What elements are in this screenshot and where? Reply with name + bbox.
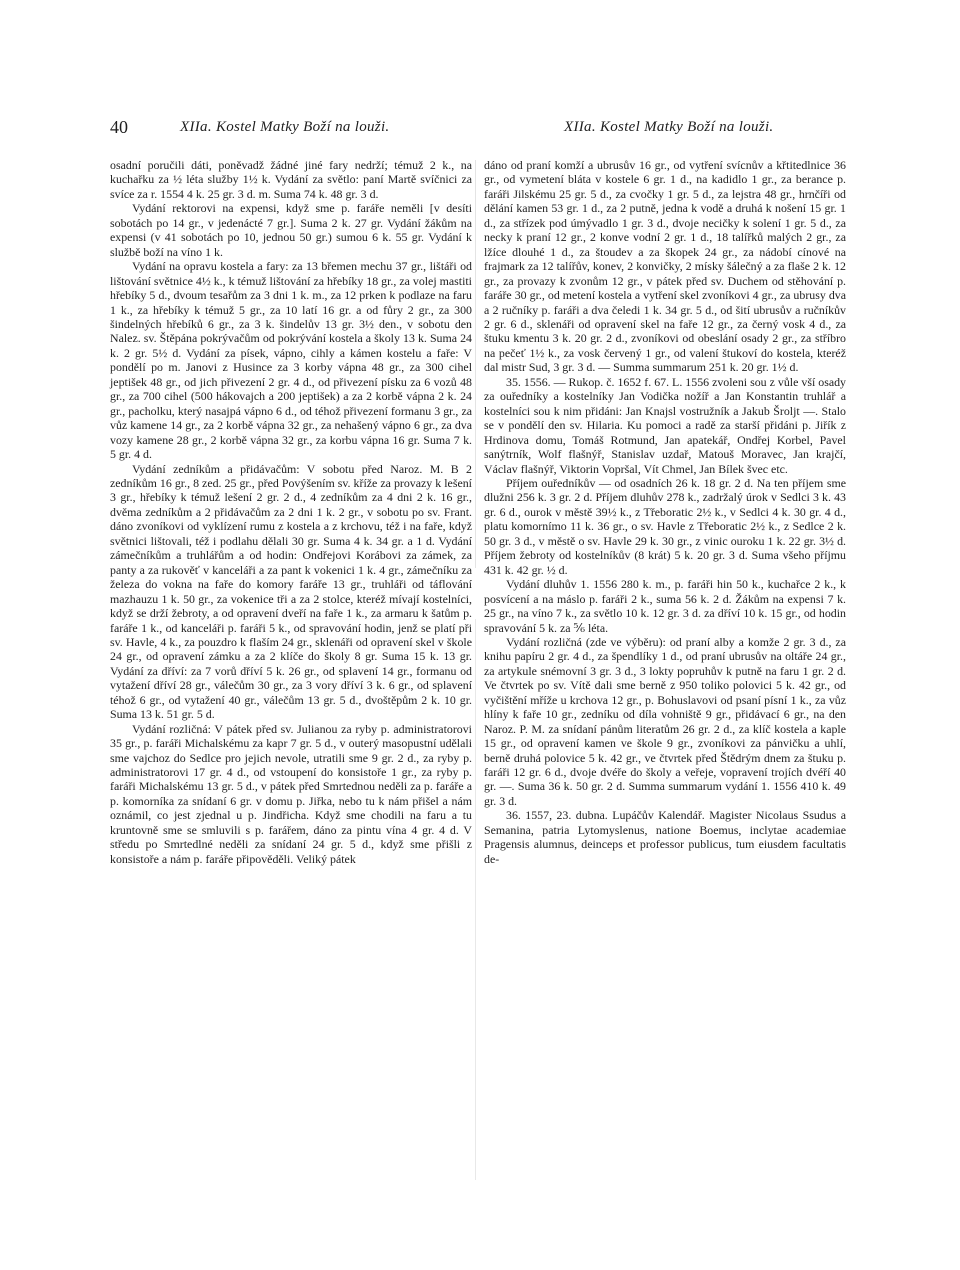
right-column (484, 158, 846, 866)
paragraph: osadní poručili dáti, poněvadž žádné jiné fary nedrží; témuž 2 k., na kuchařku za ½ léta služby 1½ k. Vydání za světlo: paní Martě svíčnici za svíce za r. 1554 4 k. 25 gr. 3 d. m. Suma 74 k. 48 gr. 3 d. (110, 158, 472, 201)
column-divider (475, 160, 476, 1180)
paragraph: 36. 1557, 23. dubna. Lupáčův Kalendář. Magister Nicolaus Ssudus a Semanina, patria Lytomyslenus, natione Boemus, inclytae academiae Pragensis alumnus, deinceps et professor publicus, tum eiusdem facultatis de- (484, 808, 846, 866)
paragraph: Vydání na opravu kostela a fary: za 13 břemen mechu 37 gr., lištáři od lištování světnice 4½ k., k témuž lištování za hřebíky 18 gr., za volej mastiti hřebíky 5 d., dvoum tesařům za 3 dni 1 k. m., za 12 prken k podlaze na faru 1 k., za hřebíky k témuž 5 gr., za 10 latí 16 gr. a od fůry 2 gr., za 300 šindelných hřebíků 6 gr., za 3 k. šindelův 13 gr. 3½ den., v sobotu den Nalez. sv. Štěpána pokrývačům od pokrývání kostela a školy 13 k. Suma 24 k. 2 gr. 5½ d. Vydání za písek, vápno, cihly a kámen kostelu a faře: V pondělí po m. Janovi z Husince za 3 korby vápna 48 gr., za 300 cihel jeptišek 48 gr., od jich přivezení 2 gr. 4 d., od přivezení písku za 6 vozů 48 gr., za 700 cihel (500 hákovajch a 200 jeptišek) a za 2 korbě vápna 2 k. 24 gr., pacholku, který nasajpá vápno 6 d., od téhož přivezení formanu 3 gr., za vůz kamene 14 gr., za 2 korbě vápna 32 gr., za nehašený vápno 6 gr., za dva vozy kamene 28 gr., 2 korbě vápna 32 gr., za korbu vápna 16 gr. Suma 7 k. 5 gr. 4 d. (110, 259, 472, 462)
paragraph: Vydání rektorovi na expensi, když sme p. faráře neměli [v desíti sobotách po 14 gr., v jedenácté 7 gr.]. Suma 2 k. 27 gr. Vydání žákům na expensi (v 41 sobotách po 10, jednou 50 gr.) sumou 6 k. 55 gr. Vydání k službě boží na víno 1 k. (110, 201, 472, 259)
paragraph: Vydání zedníkům a přidávačům: V sobotu před Naroz. M. B 2 zedníkům 16 gr., 8 zed. 25 gr., před Povýšením sv. kříže za provazy k lešení 3 gr., hřebíky k témuž lešení 2 gr. 2 d., 4 zedníkům za 4 dni 2 k. 16 gr., dvěma zedníkům a 2 přidávačům za 2 dni 1 k. 2 gr., v sobotu po sv. Frant. dáno zvoníkovi od vyklízení rumu z kostela a z krchovu, též i na faře, když světnici lištovali, též i podlahu dělali 30 gr. Suma 4 k. 34 gr. a 1 d. Vydání zámečníkům a truhlářům a od hodin: Ondřejovi Korábovi za zámek, za panty a za rukověť v kanceláři a za pant k vokenici 1 k. 4 gr., zámečníku za železa do vokna na faře do komory faráře 13 gr., truhláři od táflování mazhauzu 1 k. 50 gr., za vokenice tři a za 2 stolce, kteréž mívají kostelníci, když se drží žebroty, a od opravení dveří na faře 1 k., za armaru k šatům p. faráře 1 k., od kanceláři p. faráři 5 k., od spravování hodin, jenž se platí při sv. Havle, 4 k., za pouzdro k flaším 24 gr., sklenáři od opravení skel v škole 24 gr., od opravení zámku a za 2 klíče do školy 8 gr. Suma 15 k. 13 gr. Vydání za dříví: za 7 vorů dříví 5 k. 26 gr., od splavení 14 gr., formanu od vytažení dříví 28 gr., válečům 30 gr., za 3 vory dříví 3 k. 6 gr., od splavení téhož 6 gr., od vytažení 40 gr., válečům 13 gr. 5 d., dvoštěpům 2 k. 10 gr. Suma 13 k. 51 gr. 5 d. (110, 461, 472, 722)
page-number: 40 (110, 117, 128, 137)
paragraph: dáno od praní komží a ubrusův 16 gr., od vytření svícnův a křtitedlnice 36 gr., od vymetení bláta v kostele 6 gr. 1 d., na kadidlo 1 gr., za berance p. faráři Jilskému 25 gr. 5 d., za cvočky 1 gr. 5 d., za lejstra 48 gr., hrnčíři od dělání kamen 53 gr. 1 d., za 2 putně, jedna k vodě a druhá k nošení 15 gr. 1 d., za střízek pod úmývadlo 1 gr. 3 d., dvoje necičky k solení 1 gr. 5 d., za necky k praní 12 gr., 2 konve vodní 2 gr. 1 d., 18 talířků malých 2 gr., za lžíce dlouhé 1 d., za štoudev a za škopek 24 gr., za nádobí cínové na frajmark za 12 talířův, konev, 2 konvičky, 2 mísky šálečný a za flaše 2 k. 12 gr., za provazy k zvonům 12 gr., v pátek před sv. Duchem od stěhování p. faráře 30 gr., od metení kostela a vytření skel zvoníkovi 4 gr., za ubrusy dva a 2 ručníky p. faráři a dva čeledi 1 k. 34 gr. 5 d., od šití ubrusův a ručníkův 2 gr. 6 d., sklenáři od opravení skel na faře 12 gr., za černý vosk 4 d., za štuku kmentu 3 k. 20 gr. 2 d., zvoníkovi od obeslání osady 2 gr., za stříbro na pečeť 1½ k., za vosk červený 1 gr., od valení štukoví do kostela, kteréž dal mistr Sud, 3 gr. 3 d. — Summa summarum 251 k. 20 gr. 1½ d. (484, 158, 846, 375)
page-header (110, 117, 850, 139)
left-column (110, 158, 472, 866)
running-head-left: XIIa. Kostel Matky Boží na louži. (180, 119, 390, 135)
paragraph: Vydání rozličná (zde ve výběru): od praní alby a komže 2 gr. 3 d., za knihu papíru 2 gr. 4 d., za špendlíky 1 d., od praní ubrusův na oltáře 24 gr., za artykule snémovní 3 gr. 3 d., 3 lokty popruhův k putně na faru 1 gr. 2 d. Ve čtvrtek po sv. Vítě dali sme berně z 950 toliko polovici 5 k. 42 gr., od vyčištění mříže u krchova 12 gr., p. Bohuslavovi od psaní písní 1 k., za vůz hlíny k faře 10 gr., zedníku od díla vohniště 9 gr., přidávací 6 gr., na den Naroz. P. M. za snídaní pánům literatům 26 gr. 2 d., za klíč kostela a kaple 15 gr., od opravení kamen ve škole 9 gr., zvoníkovi za pánvičku a uhlí, berně druhá polovice 5 k. 42 gr., ve čtvrtek před Štědrým dnem za štuku p. faráři 12 gr. 6 d., dvoje dvéře do školy a veřeje, vopravení trojích dvéří 40 gr. —. Suma 36 k. 50 gr. 2 d. Summa summarum vydání 1. 1556 410 k. 49 gr. 3 d. (484, 634, 846, 808)
paragraph: Vydání rozličná: V pátek před sv. Julianou za ryby p. administratorovi 35 gr., p. faráři Michalskému za kapr 7 gr. 5 d., v outerý masopustní udělali sme vajchoz do Sedlce pro jejich nevole, utratili sme 9 gr. 2 d., za ryby p. administratorovi 17 gr. 4 d., od vstoupení do konsistoře 1 gr., za ryby p. faráři Michalskému 13 gr. 5 d., v pátek před Smrtednou neděli za p. faráře a p. komorníka za snídaní 6 gr. v domu p. Jiřka, nebo tu k nám přišel a nám oznámil, co jest zjednal u p. Jindřicha. Když sme chodili na faru a tu kruntovně sme se smluvili s p. farářem, dáno za pintu vína 4 gr. 4 d. V středu po Smrtedlné neděli za snídaní 24 gr. 5 d., když sme přišli z konsistoře a nám p. faráře připověděli. Veliký pátek (110, 721, 472, 866)
paragraph: 35. 1556. — Rukop. č. 1652 f. 67. L. 1556 zvoleni sou z vůle vší osady za ouředníky a kostelníky Jan Vodička nožíř a Jan Konstantin truhlář a kostelníci sou k nim přidáni: Jan Knajsl vostružník a Jakub Šroljt —. Stalo se v pondělí den sv. Hilaria. Ku pomoci a radě za starší přidáni p. Jiřík z Hrdinova domu, Tomáš Rotmund, Jan apatekář, Ondřej Korbel, Pavel sanýtrník, Wolf flašnýř, Stanislav uzdař, Matouš Moravec, Jan krajčí, Václav flašnýř, Viktorin Vopršal, Vít Chmel, Jan Bílek švec etc. (484, 374, 846, 476)
paragraph: Příjem ouředníkův — od osadních 26 k. 18 gr. 2 d. Na ten příjem sme dlužni 256 k. 3 gr. 2 d. Příjem dluhův 278 k., zadržalý úrok v Sedlci 3 k. 43 gr. 6 d., ourok v městě 39½ k., z Třeboratic 2½ k., v Sedlci 4 k. 30 gr. 4 d., platu komornímo 11 k. 36 gr., o sv. Havle z Třeboratic 2½ k., z Sedlce 2 k. 50 gr. 3 d., v městě o sv. Havle 29 k. 30 gr., z vinic ouroku 1 k. 22 gr. 3½ d. Příjem žebroty od kostelníkův (8 krát) 5 k. 20 gr. 3 d. Suma všeho příjmu 431 k. 42 gr. ½ d. (484, 475, 846, 577)
paragraph: Vydání dluhův 1. 1556 280 k. m., p. faráři hin 50 k., kuchařce 2 k., k posvícení a na máslo p. faráři 2 k., suma 56 k. 2 d. Žákům na expensi 7 k. 25 gr., na víno 7 k., za světlo 10 k. 12 gr. 3 d. za dříví 10 k. 15 gr., od hodin spravování 5 k. za ⅚ léta. (484, 577, 846, 635)
running-head-right: XIIa. Kostel Matky Boží na louži. (564, 119, 774, 135)
